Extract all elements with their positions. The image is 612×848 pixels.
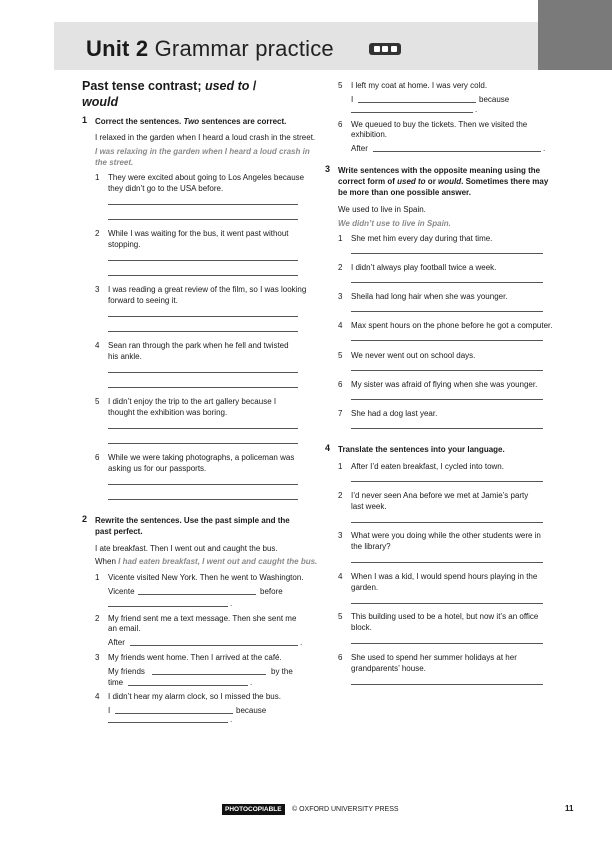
level-icon <box>369 43 401 55</box>
item-text: She met him every day during that time. <box>351 234 493 243</box>
answer-line[interactable] <box>108 499 298 500</box>
example-sentence: I relaxed in the garden when I heard a loud crash in the street. <box>95 133 316 142</box>
item-text: When I was a kid, I would spend hours playing in the <box>351 572 538 581</box>
answer-line[interactable] <box>115 713 233 714</box>
item-number: 1 <box>95 173 100 182</box>
item-text: thought the exhibition was boring. <box>108 408 228 417</box>
item-number: 7 <box>338 409 343 418</box>
answer-line[interactable] <box>108 204 298 205</box>
item-number: 5 <box>338 612 343 621</box>
item-prompt: I <box>351 95 354 104</box>
answer-line[interactable] <box>351 399 543 400</box>
item-number: 2 <box>338 491 343 500</box>
page-number: 11 <box>565 804 574 813</box>
answer-line[interactable] <box>108 219 298 220</box>
answer-line[interactable] <box>108 260 298 261</box>
answer-line[interactable] <box>130 645 298 646</box>
exercise-instruction: be more than one possible answer. <box>338 188 471 197</box>
answer-line[interactable] <box>351 282 543 283</box>
example-answer: I was relaxing in the garden when I heard a loud crash in <box>95 147 310 156</box>
item-text: exhibition. <box>351 130 388 139</box>
item-text: I’d never seen Ana before we met at Jamie’s party <box>351 491 529 500</box>
item-text: garden. <box>351 583 379 592</box>
item-text: While we were taking photographs, a policeman was <box>108 453 295 462</box>
answer-line[interactable] <box>128 685 248 686</box>
item-text: Sean ran through the park when he fell and twisted <box>108 341 289 350</box>
item-text: block. <box>351 623 372 632</box>
item-number: 6 <box>338 653 343 662</box>
item-number: 3 <box>338 292 343 301</box>
exercise-instruction: Translate the sentences into your language. <box>338 445 505 454</box>
item-text: My friend sent me a text message. Then she sent me <box>108 614 297 623</box>
item-text: they didn’t go to the USA before. <box>108 184 224 193</box>
full-stop: . <box>230 599 233 608</box>
header-tab <box>538 0 612 70</box>
item-text: After I’d eaten breakfast, I cycled into town. <box>351 462 504 471</box>
answer-line[interactable] <box>108 372 298 373</box>
item-number: 4 <box>95 692 100 701</box>
answer-line[interactable] <box>358 102 476 103</box>
answer-line[interactable] <box>108 428 298 429</box>
answer-line[interactable] <box>351 684 543 685</box>
answer-line[interactable] <box>108 722 228 723</box>
full-stop: . <box>250 678 253 687</box>
answer-line[interactable] <box>108 387 298 388</box>
item-number: 6 <box>338 120 343 129</box>
item-text: I left my coat at home. I was very cold. <box>351 81 488 90</box>
answer-line[interactable] <box>108 443 298 444</box>
answer-line[interactable] <box>108 275 298 276</box>
unit-label: Unit 2 <box>86 36 149 61</box>
exercise-number: 3 <box>325 164 331 174</box>
item-text: Sheila had long hair when she was younger. <box>351 292 508 301</box>
page-title <box>86 36 334 62</box>
item-prompt: My friends <box>108 667 145 676</box>
answer-line[interactable] <box>108 484 298 485</box>
item-number: 5 <box>338 81 343 90</box>
item-number: 6 <box>95 453 100 462</box>
example-sentence: We used to live in Spain. <box>338 205 426 214</box>
item-text: asking us for our passports. <box>108 464 207 473</box>
answer-line[interactable] <box>351 370 543 371</box>
item-number: 5 <box>95 397 100 406</box>
answer-line[interactable] <box>351 112 473 113</box>
exercise-instruction: Write sentences with the opposite meaning using the <box>338 166 541 175</box>
example-sentence: I ate breakfast. Then I went out and caught the bus. <box>95 544 278 553</box>
answer-line[interactable] <box>351 643 543 644</box>
exercise-instruction: past perfect. <box>95 527 143 536</box>
answer-line[interactable] <box>373 151 541 152</box>
item-text: We queued to buy the tickets. Then we visited the <box>351 120 528 129</box>
example-answer: When I had eaten breakfast, I went out and caught the bus. <box>95 557 318 566</box>
item-number: 3 <box>95 285 100 294</box>
answer-line[interactable] <box>108 606 228 607</box>
answer-line[interactable] <box>152 674 266 675</box>
answer-line[interactable] <box>351 481 543 482</box>
exercise-instruction: correct form of used to or would. Sometimes there may <box>338 177 549 186</box>
example-answer: We didn’t use to live in Spain. <box>338 219 451 228</box>
answer-line[interactable] <box>108 316 298 317</box>
item-text: While I was waiting for the bus, it went past without <box>108 229 289 238</box>
item-text: I didn’t always play football twice a week. <box>351 263 497 272</box>
item-text: I didn’t enjoy the trip to the art gallery because I <box>108 397 277 406</box>
item-text: My sister was afraid of flying when she was younger. <box>351 380 538 389</box>
exercise-number: 1 <box>82 115 88 125</box>
item-text: She used to spend her summer holidays at her <box>351 653 517 662</box>
example-answer: the street. <box>95 158 134 167</box>
item-prompt: because <box>479 95 510 104</box>
item-text: I didn’t hear my alarm clock, so I missed the bus. <box>108 692 281 701</box>
exercise-number: 4 <box>325 443 331 453</box>
item-text: forward to seeing it. <box>108 296 178 305</box>
item-number: 5 <box>338 351 343 360</box>
item-prompt: After <box>351 144 368 153</box>
item-number: 4 <box>95 341 100 350</box>
answer-line[interactable] <box>351 428 543 429</box>
answer-line[interactable] <box>351 603 543 604</box>
answer-line[interactable] <box>108 331 298 332</box>
item-prompt: by the <box>271 667 293 676</box>
item-text: an email. <box>108 624 141 633</box>
answer-line[interactable] <box>351 311 543 312</box>
item-text: I was reading a great review of the film, so I was looking <box>108 285 307 294</box>
item-number: 6 <box>338 380 343 389</box>
item-text: stopping. <box>108 240 141 249</box>
item-text: We never went out on school days. <box>351 351 476 360</box>
item-text: This building used to be a hotel, but now it’s an office <box>351 612 539 621</box>
full-stop: . <box>230 715 233 724</box>
answer-line[interactable] <box>351 340 543 341</box>
exercise-number: 2 <box>82 514 88 524</box>
full-stop: . <box>475 105 478 114</box>
full-stop: . <box>543 144 546 153</box>
answer-line[interactable] <box>351 253 543 254</box>
item-text: What were you doing while the other students were in <box>351 531 541 540</box>
item-text: the library? <box>351 542 391 551</box>
item-text: She had a dog last year. <box>351 409 438 418</box>
item-number: 1 <box>338 234 343 243</box>
item-text: My friends went home. Then I arrived at the café. <box>108 653 282 662</box>
title-label: Grammar practice <box>154 36 334 61</box>
item-prompt: Vicente <box>108 587 135 596</box>
item-number: 4 <box>338 321 343 330</box>
answer-line[interactable] <box>138 594 256 595</box>
item-number: 1 <box>95 573 100 582</box>
answer-line[interactable] <box>351 522 543 523</box>
item-number: 2 <box>95 229 100 238</box>
item-prompt: before <box>260 587 283 596</box>
exercise-instruction: Correct the sentences. Two sentences are correct. <box>95 117 287 126</box>
item-number: 2 <box>95 614 100 623</box>
item-text: Vicente visited New York. Then he went to Washington. <box>108 573 304 582</box>
item-prompt: time <box>108 678 124 687</box>
exercise-instruction: Rewrite the sentences. Use the past simple and the <box>95 516 290 525</box>
answer-line[interactable] <box>351 562 543 563</box>
item-prompt: After <box>108 638 125 647</box>
item-prompt: because <box>236 706 267 715</box>
photocopiable-badge: PHOTOCOPIABLE <box>222 804 285 815</box>
item-text: They were excited about going to Los Angeles because <box>108 173 305 182</box>
item-number: 1 <box>338 462 343 471</box>
item-number: 2 <box>338 263 343 272</box>
item-prompt: I <box>108 706 111 715</box>
item-number: 4 <box>338 572 343 581</box>
item-text: Max spent hours on the phone before he got a computer. <box>351 321 553 330</box>
item-text: last week. <box>351 502 387 511</box>
item-text: grandparents’ house. <box>351 664 426 673</box>
publisher-credit: © OXFORD UNIVERSITY PRESS <box>292 806 399 813</box>
full-stop: . <box>300 638 303 647</box>
section-title: Past tense contrast; used to / would <box>82 79 257 109</box>
item-text: his ankle. <box>108 352 142 361</box>
item-number: 3 <box>95 653 100 662</box>
item-number: 3 <box>338 531 343 540</box>
